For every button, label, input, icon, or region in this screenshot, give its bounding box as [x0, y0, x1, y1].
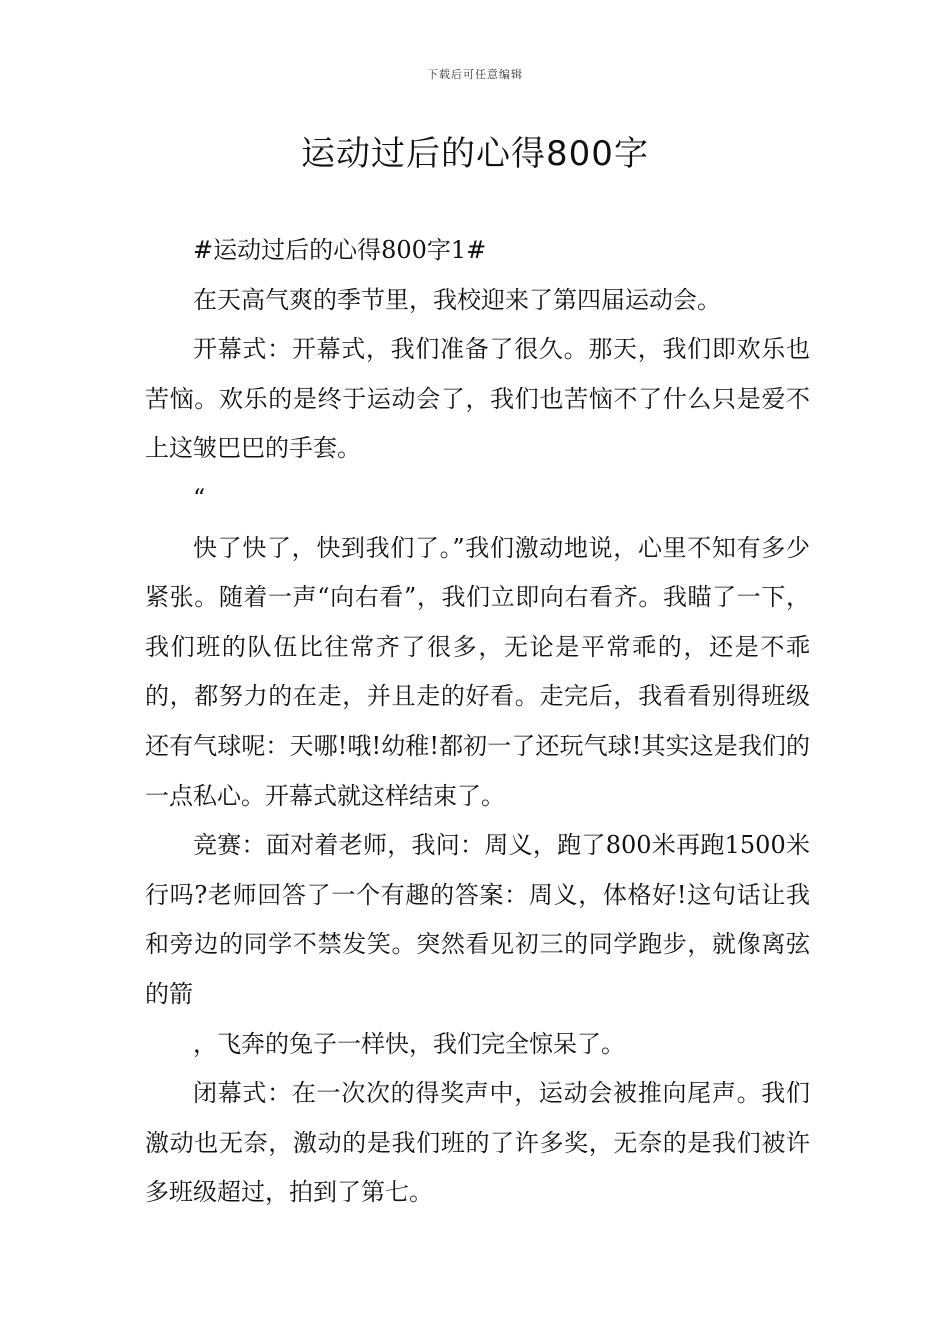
paragraph-march: 快了快了，快到我们了。”我们激动地说，心里不知有多少紧张。随着一声“向右看”，我们立即向右看齐。我瞄了一下，我们班的队伍比往常齐了很多，无论是平常乖的，还是不乖的，都努力的在走，并且走的好看。走完后，我看看别得班级还有气球呢：天哪!哦!幼稚!都初一了还玩气球!其实这是我们的一点私心。开幕式就这样结束了。 [145, 533, 810, 810]
document-title: 运动过后的心得800字 [301, 134, 649, 174]
paragraph-closing-ceremony: 闭幕式：在一次次的得奖声中，运动会被推向尾声。我们激动也无奈，激动的是我们班的了许多奖，无奈的是我们被许多班级超过，拍到了第七。 [145, 1079, 810, 1207]
paragraph-intro: 在天高气爽的季节里，我校迎来了第四届运动会。 [193, 285, 721, 314]
header-note: 下载后可任意编辑 [427, 68, 523, 81]
paragraph-competition-continued: ，飞奔的兔子一样快，我们完全惊呆了。 [193, 1029, 625, 1058]
paragraph-heading: #运动过后的心得800字1# [193, 236, 487, 264]
document-body [145, 226, 810, 1218]
paragraph-competition: 竞赛：面对着老师，我问：周义，跑了800米再跑1500米行吗?老师回答了一个有趣的答案：周义，体格好!这句话让我和旁边的同学不禁发笑。突然看见初三的同学跑步，就像离弦的箭 [145, 831, 810, 1008]
paragraph-quote-mark: “ [193, 483, 206, 512]
paragraph-opening-ceremony: 开幕式：开幕式，我们准备了很久。那天，我们即欢乐也苦恼。欢乐的是终于运动会了，我们也苦恼不了什么只是爱不上这皱巴巴的手套。 [145, 335, 810, 463]
